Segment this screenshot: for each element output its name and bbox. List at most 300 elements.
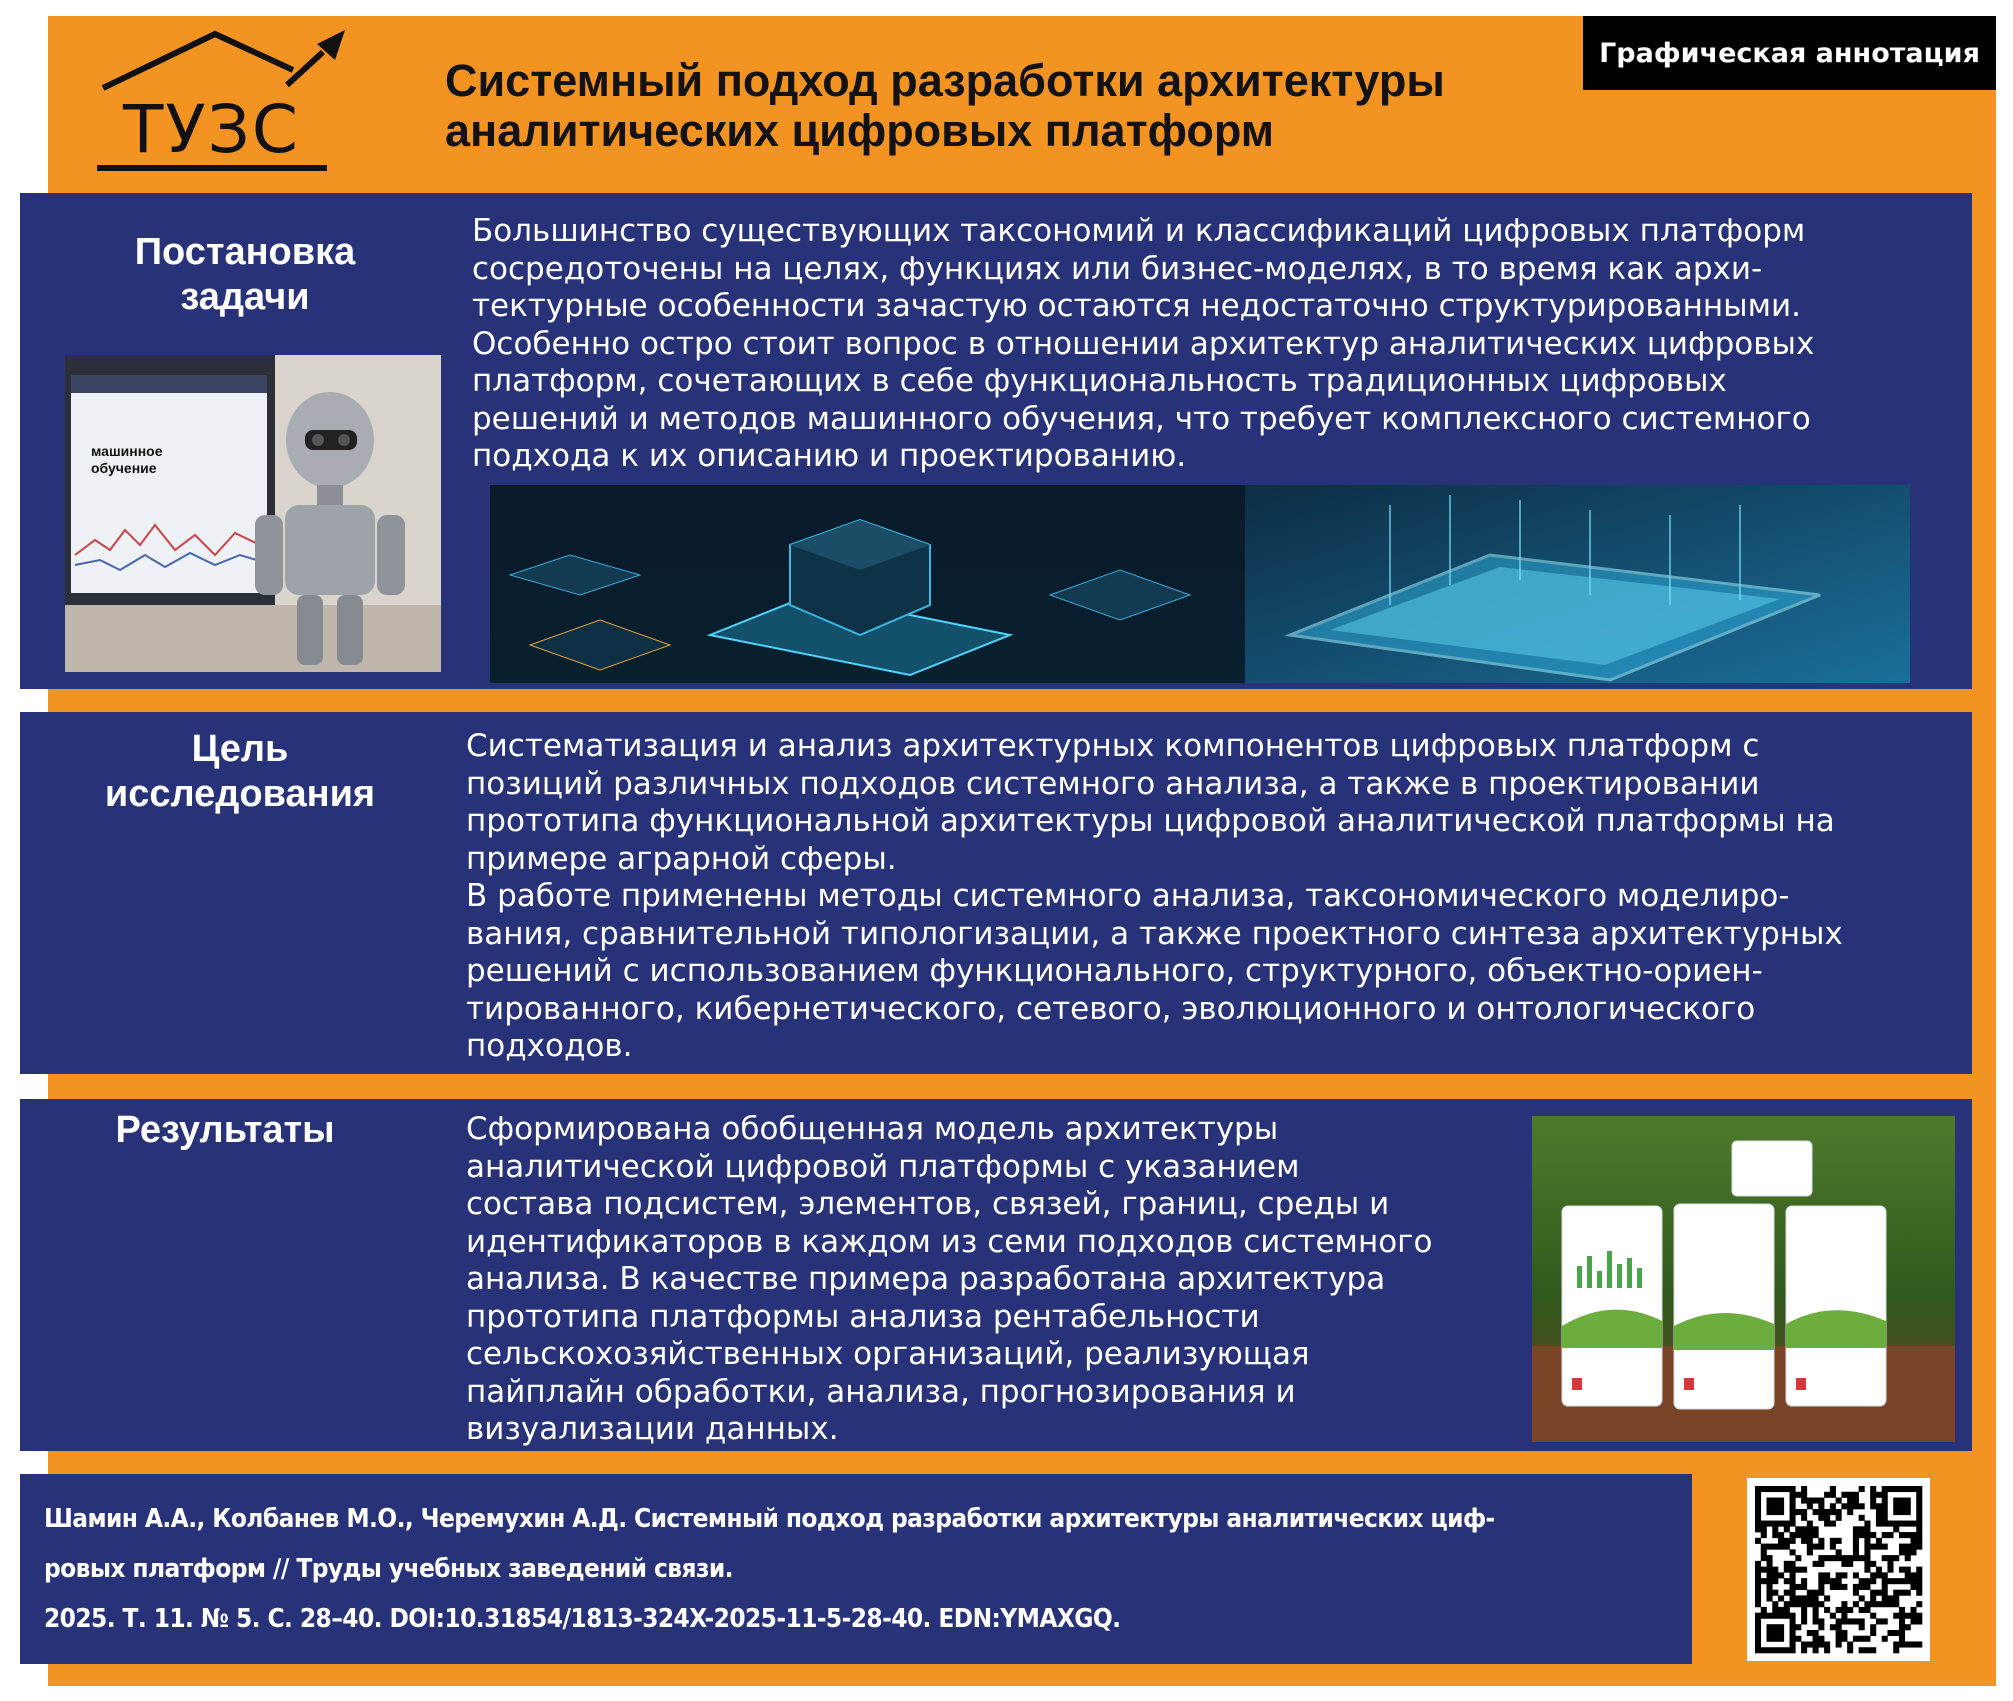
qr-module: [1813, 1561, 1819, 1567]
qr-module: [1778, 1521, 1784, 1527]
qr-module: [1801, 1509, 1807, 1515]
qr-module: [1876, 1521, 1882, 1527]
qr-module: [1859, 1515, 1865, 1521]
qr-module: [1853, 1526, 1859, 1532]
qr-module: [1882, 1590, 1888, 1596]
qr-module: [1910, 1549, 1916, 1555]
qr-module: [1755, 1595, 1761, 1601]
qr-module: [1870, 1572, 1876, 1578]
qr-module: [1830, 1613, 1836, 1619]
qr-module: [1905, 1498, 1911, 1504]
qr-module: [1882, 1515, 1888, 1521]
qr-module: [1916, 1613, 1922, 1619]
qr-module: [1899, 1532, 1905, 1538]
qr-module: [1864, 1561, 1870, 1567]
qr-module: [1818, 1578, 1824, 1584]
qr-module: [1876, 1590, 1882, 1596]
qr-module: [1813, 1618, 1819, 1624]
qr-module: [1859, 1578, 1865, 1584]
qr-module: [1818, 1584, 1824, 1590]
qr-module: [1761, 1526, 1767, 1532]
qr-module: [1767, 1498, 1773, 1504]
qr-module: [1882, 1521, 1888, 1527]
qr-module: [1870, 1503, 1876, 1509]
qr-module: [1767, 1544, 1773, 1550]
qr-module: [1910, 1572, 1916, 1578]
qr-module: [1859, 1647, 1865, 1653]
qr-module: [1761, 1549, 1767, 1555]
qr-module: [1761, 1647, 1767, 1653]
qr-module: [1870, 1590, 1876, 1596]
qr-module: [1847, 1498, 1853, 1504]
qr-module: [1916, 1515, 1922, 1521]
qr-module: [1887, 1595, 1893, 1601]
qr-module: [1847, 1503, 1853, 1509]
qr-module: [1836, 1607, 1842, 1613]
qr-module: [1801, 1601, 1807, 1607]
qr-module: [1813, 1595, 1819, 1601]
qr-module: [1853, 1498, 1859, 1504]
qr-module: [1841, 1503, 1847, 1509]
qr-module: [1778, 1636, 1784, 1642]
qr-module: [1755, 1486, 1761, 1492]
qr-module: [1772, 1624, 1778, 1630]
qr-module: [1910, 1641, 1916, 1647]
qr-module: [1767, 1555, 1773, 1561]
qr-module: [1790, 1515, 1796, 1521]
section-results-title: Результаты: [115, 1109, 335, 1151]
qr-module: [1790, 1498, 1796, 1504]
qr-module: [1853, 1618, 1859, 1624]
qr-module: [1790, 1492, 1796, 1498]
qr-module: [1790, 1578, 1796, 1584]
qr-module: [1876, 1515, 1882, 1521]
qr-module: [1755, 1521, 1761, 1527]
qr-module: [1887, 1555, 1893, 1561]
qr-module: [1905, 1503, 1911, 1509]
qr-module: [1755, 1618, 1761, 1624]
qr-module: [1905, 1549, 1911, 1555]
qr-module: [1790, 1590, 1796, 1596]
qr-module: [1905, 1521, 1911, 1527]
qr-module: [1910, 1607, 1916, 1613]
qr-module: [1864, 1601, 1870, 1607]
qr-module: [1899, 1549, 1905, 1555]
qr-module: [1870, 1561, 1876, 1567]
qr-module: [1755, 1515, 1761, 1521]
qr-module: [1876, 1503, 1882, 1509]
qr-module: [1853, 1601, 1859, 1607]
section-problem-title: Постановка задачи: [134, 231, 356, 318]
qr-module: [1864, 1607, 1870, 1613]
qr-module: [1755, 1601, 1761, 1607]
qr-module: [1887, 1601, 1893, 1607]
qr-module: [1876, 1572, 1882, 1578]
qr-module: [1778, 1595, 1784, 1601]
qr-module: [1899, 1521, 1905, 1527]
qr-module: [1807, 1641, 1813, 1647]
qr-module: [1864, 1647, 1870, 1653]
qr-module: [1830, 1578, 1836, 1584]
qr-module: [1899, 1636, 1905, 1642]
qr-module: [1859, 1503, 1865, 1509]
qr-module: [1876, 1538, 1882, 1544]
qr-module: [1916, 1526, 1922, 1532]
qr-module: [1841, 1561, 1847, 1567]
qr-module: [1755, 1584, 1761, 1590]
qr-module: [1876, 1509, 1882, 1515]
qr-module: [1795, 1526, 1801, 1532]
qr-module: [1795, 1492, 1801, 1498]
qr-module: [1755, 1572, 1761, 1578]
qr-module: [1899, 1503, 1905, 1509]
qr-module: [1830, 1503, 1836, 1509]
qr-module: [1761, 1532, 1767, 1538]
qr-module: [1784, 1521, 1790, 1527]
qr-module: [1790, 1561, 1796, 1567]
qr-module: [1801, 1515, 1807, 1521]
qr-module: [1853, 1549, 1859, 1555]
qr-module: [1899, 1486, 1905, 1492]
qr-module: [1853, 1636, 1859, 1642]
qr-module: [1841, 1555, 1847, 1561]
qr-module: [1790, 1567, 1796, 1573]
qr-module: [1755, 1590, 1761, 1596]
qr-module: [1801, 1498, 1807, 1504]
graphic-abstract-badge: Графическая аннотация: [1583, 16, 1996, 90]
qr-module: [1790, 1572, 1796, 1578]
qr-module: [1853, 1532, 1859, 1538]
qr-module: [1916, 1498, 1922, 1504]
qr-module: [1887, 1578, 1893, 1584]
qr-module: [1772, 1630, 1778, 1636]
qr-module: [1761, 1567, 1767, 1573]
qr-module: [1795, 1601, 1801, 1607]
qr-module: [1905, 1486, 1911, 1492]
image-label-ml: машинное обучение: [91, 443, 163, 476]
qr-module: [1790, 1509, 1796, 1515]
qr-module: [1899, 1624, 1905, 1630]
qr-module: [1893, 1613, 1899, 1619]
qr-module: [1830, 1492, 1836, 1498]
qr-module: [1836, 1624, 1842, 1630]
qr-module: [1784, 1613, 1790, 1619]
qr-module: [1824, 1555, 1830, 1561]
qr-module: [1864, 1567, 1870, 1573]
qr-module: [1841, 1572, 1847, 1578]
qr-module: [1772, 1532, 1778, 1538]
qr-module: [1893, 1526, 1899, 1532]
qr-module: [1801, 1607, 1807, 1613]
qr-module: [1916, 1641, 1922, 1647]
qr-module: [1836, 1572, 1842, 1578]
qr-module: [1807, 1549, 1813, 1555]
qr-module: [1807, 1601, 1813, 1607]
qr-module: [1882, 1486, 1888, 1492]
qr-module: [1818, 1636, 1824, 1642]
qr-module: [1893, 1555, 1899, 1561]
qr-module: [1767, 1624, 1773, 1630]
qr-module: [1784, 1538, 1790, 1544]
qr-module: [1870, 1492, 1876, 1498]
qr-module: [1864, 1636, 1870, 1642]
qr-module: [1807, 1630, 1813, 1636]
qr-module: [1899, 1613, 1905, 1619]
qr-module: [1795, 1509, 1801, 1515]
qr-module: [1859, 1532, 1865, 1538]
qr-module: [1893, 1641, 1899, 1647]
qr-module: [1813, 1601, 1819, 1607]
qr-module: [1767, 1521, 1773, 1527]
qr-module: [1910, 1486, 1916, 1492]
qr-module: [1853, 1572, 1859, 1578]
qr-module: [1772, 1509, 1778, 1515]
qr-module: [1767, 1647, 1773, 1653]
qr-module: [1882, 1636, 1888, 1642]
qr-module: [1790, 1618, 1796, 1624]
qr-module: [1830, 1544, 1836, 1550]
qr-module: [1916, 1590, 1922, 1596]
qr-module: [1899, 1509, 1905, 1515]
qr-module: [1916, 1572, 1922, 1578]
qr-module: [1790, 1624, 1796, 1630]
qr-module: [1859, 1595, 1865, 1601]
qr-module: [1813, 1544, 1819, 1550]
qr-module: [1870, 1595, 1876, 1601]
qr-module: [1818, 1515, 1824, 1521]
qr-module: [1778, 1630, 1784, 1636]
qr-module: [1847, 1555, 1853, 1561]
qr-module: [1836, 1538, 1842, 1544]
qr-code[interactable]: [1747, 1478, 1930, 1661]
qr-module: [1916, 1578, 1922, 1584]
qr-module: [1772, 1544, 1778, 1550]
qr-module: [1755, 1636, 1761, 1642]
qr-module: [1893, 1498, 1899, 1504]
qr-module: [1853, 1503, 1859, 1509]
qr-module: [1784, 1578, 1790, 1584]
qr-module: [1859, 1486, 1865, 1492]
qr-module: [1813, 1641, 1819, 1647]
qr-module: [1795, 1595, 1801, 1601]
qr-module: [1795, 1636, 1801, 1642]
qr-module: [1882, 1595, 1888, 1601]
qr-module: [1847, 1607, 1853, 1613]
qr-module: [1882, 1492, 1888, 1498]
qr-module: [1910, 1532, 1916, 1538]
qr-module: [1790, 1601, 1796, 1607]
qr-module: [1887, 1486, 1893, 1492]
qr-module: [1807, 1544, 1813, 1550]
qr-module: [1801, 1526, 1807, 1532]
qr-module: [1893, 1521, 1899, 1527]
qr-module: [1801, 1532, 1807, 1538]
qr-module: [1813, 1498, 1819, 1504]
qr-module: [1830, 1584, 1836, 1590]
qr-module: [1801, 1486, 1807, 1492]
qr-module: [1795, 1532, 1801, 1538]
qr-module: [1795, 1555, 1801, 1561]
qr-module: [1807, 1595, 1813, 1601]
qr-module: [1916, 1532, 1922, 1538]
qr-module: [1893, 1601, 1899, 1607]
qr-module: [1864, 1526, 1870, 1532]
qr-module: [1778, 1509, 1784, 1515]
qr-module: [1876, 1492, 1882, 1498]
qr-module: [1818, 1624, 1824, 1630]
qr-module: [1910, 1584, 1916, 1590]
qr-module: [1870, 1630, 1876, 1636]
qr-module: [1905, 1613, 1911, 1619]
qr-module: [1778, 1538, 1784, 1544]
qr-module: [1864, 1555, 1870, 1561]
qr-module: [1887, 1630, 1893, 1636]
qr-module: [1784, 1486, 1790, 1492]
qr-module: [1813, 1509, 1819, 1515]
qr-module: [1772, 1578, 1778, 1584]
qr-module: [1893, 1595, 1899, 1601]
qr-module: [1876, 1544, 1882, 1550]
qr-module: [1836, 1549, 1842, 1555]
qr-module: [1755, 1561, 1761, 1567]
qr-module: [1830, 1486, 1836, 1492]
qr-module: [1864, 1544, 1870, 1550]
qr-module: [1818, 1618, 1824, 1624]
section-goal-text: Систематизация и анализ архитектурных компонентов цифровых платформ с позиций различных подходов системного анализа, а также в проектировании прототипа функциональной архитектуры цифровой аналитической платформы на примере аграрной сферы. В работе применены методы системного анализа, таксономического моделиро- вания, сравнительной типологизации, а также проектного синтеза архитектурных решений с использованием функционального, структурного, объектно-ориен- тированного, кибернетического, сетевого, эволюционного и онтологического подходов.: [466, 728, 1843, 1064]
qr-module: [1801, 1584, 1807, 1590]
qr-module: [1778, 1498, 1784, 1504]
qr-module: [1807, 1503, 1813, 1509]
qr-module: [1807, 1521, 1813, 1527]
qr-module: [1772, 1647, 1778, 1653]
qr-module: [1767, 1590, 1773, 1596]
qr-module: [1778, 1544, 1784, 1550]
qr-module: [1772, 1498, 1778, 1504]
qr-module: [1899, 1567, 1905, 1573]
digital-platform-image: [490, 485, 1910, 683]
qr-module: [1841, 1630, 1847, 1636]
qr-module: [1767, 1630, 1773, 1636]
qr-module: [1899, 1618, 1905, 1624]
qr-module: [1767, 1584, 1773, 1590]
qr-module: [1836, 1498, 1842, 1504]
qr-module: [1807, 1498, 1813, 1504]
qr-module: [1830, 1521, 1836, 1527]
qr-module: [1813, 1526, 1819, 1532]
qr-module: [1807, 1590, 1813, 1596]
qr-module: [1916, 1584, 1922, 1590]
qr-module: [1818, 1641, 1824, 1647]
qr-module: [1830, 1624, 1836, 1630]
qr-module: [1755, 1526, 1761, 1532]
qr-module: [1905, 1544, 1911, 1550]
qr-module: [1813, 1630, 1819, 1636]
qr-module: [1813, 1532, 1819, 1538]
qr-module: [1807, 1526, 1813, 1532]
qr-module: [1905, 1641, 1911, 1647]
qr-module: [1882, 1601, 1888, 1607]
qr-module: [1824, 1647, 1830, 1653]
logo-text: ТУЗС: [123, 91, 300, 168]
qr-module: [1910, 1613, 1916, 1619]
tuzs-logo: [95, 30, 375, 175]
qr-module: [1882, 1584, 1888, 1590]
qr-module: [1801, 1538, 1807, 1544]
qr-module: [1801, 1618, 1807, 1624]
qr-module: [1830, 1509, 1836, 1515]
qr-module: [1853, 1590, 1859, 1596]
qr-module: [1824, 1572, 1830, 1578]
qr-module: [1784, 1567, 1790, 1573]
qr-module: [1876, 1618, 1882, 1624]
qr-module: [1910, 1538, 1916, 1544]
qr-module: [1784, 1647, 1790, 1653]
qr-module: [1853, 1555, 1859, 1561]
qr-module: [1899, 1544, 1905, 1550]
qr-module: [1778, 1607, 1784, 1613]
qr-module: [1882, 1572, 1888, 1578]
qr-module: [1905, 1567, 1911, 1573]
qr-module: [1893, 1509, 1899, 1515]
qr-module: [1813, 1636, 1819, 1642]
qr-module: [1824, 1521, 1830, 1527]
qr-module: [1801, 1578, 1807, 1584]
qr-module: [1790, 1532, 1796, 1538]
qr-module: [1767, 1486, 1773, 1492]
citation-block: [20, 1474, 1692, 1664]
qr-module: [1853, 1538, 1859, 1544]
qr-module: [1761, 1555, 1767, 1561]
qr-module: [1755, 1567, 1761, 1573]
qr-module: [1847, 1618, 1853, 1624]
agro-dashboard-image: [1532, 1116, 1955, 1442]
qr-module: [1841, 1607, 1847, 1613]
qr-module: [1807, 1538, 1813, 1544]
qr-module: [1882, 1544, 1888, 1550]
qr-module: [1841, 1584, 1847, 1590]
qr-module: [1755, 1509, 1761, 1515]
qr-module: [1790, 1584, 1796, 1590]
qr-module: [1836, 1584, 1842, 1590]
qr-module: [1870, 1601, 1876, 1607]
qr-module: [1801, 1641, 1807, 1647]
qr-module: [1859, 1526, 1865, 1532]
qr-module: [1824, 1578, 1830, 1584]
qr-module: [1772, 1521, 1778, 1527]
qr-module: [1761, 1486, 1767, 1492]
qr-module: [1916, 1509, 1922, 1515]
qr-module: [1813, 1613, 1819, 1619]
qr-module: [1905, 1572, 1911, 1578]
qr-module: [1905, 1555, 1911, 1561]
qr-module: [1882, 1498, 1888, 1504]
qr-module: [1899, 1498, 1905, 1504]
qr-module: [1870, 1613, 1876, 1619]
qr-module: [1778, 1572, 1784, 1578]
qr-module: [1755, 1647, 1761, 1653]
qr-module: [1859, 1636, 1865, 1642]
qr-module: [1778, 1613, 1784, 1619]
qr-module: [1755, 1641, 1761, 1647]
qr-module: [1841, 1613, 1847, 1619]
section-results-text: Сформирована обобщенная модель архитектуры аналитической цифровой платформы с указанием состава подсистем, элементов, связей, границ, среды и идентификаторов в каждом из семи подходов системного анализа. В качестве примера разработана архитектура прототипа платформы анализа рентабельности сельскохозяйственных организаций, реализующая пайплайн обработки, анализа, прогнозирования и визуализации данных.: [466, 1111, 1433, 1447]
qr-module: [1818, 1503, 1824, 1509]
qr-module: [1899, 1641, 1905, 1647]
qr-module: [1905, 1624, 1911, 1630]
qr-module: [1853, 1544, 1859, 1550]
qr-module: [1887, 1532, 1893, 1538]
qr-module: [1807, 1532, 1813, 1538]
